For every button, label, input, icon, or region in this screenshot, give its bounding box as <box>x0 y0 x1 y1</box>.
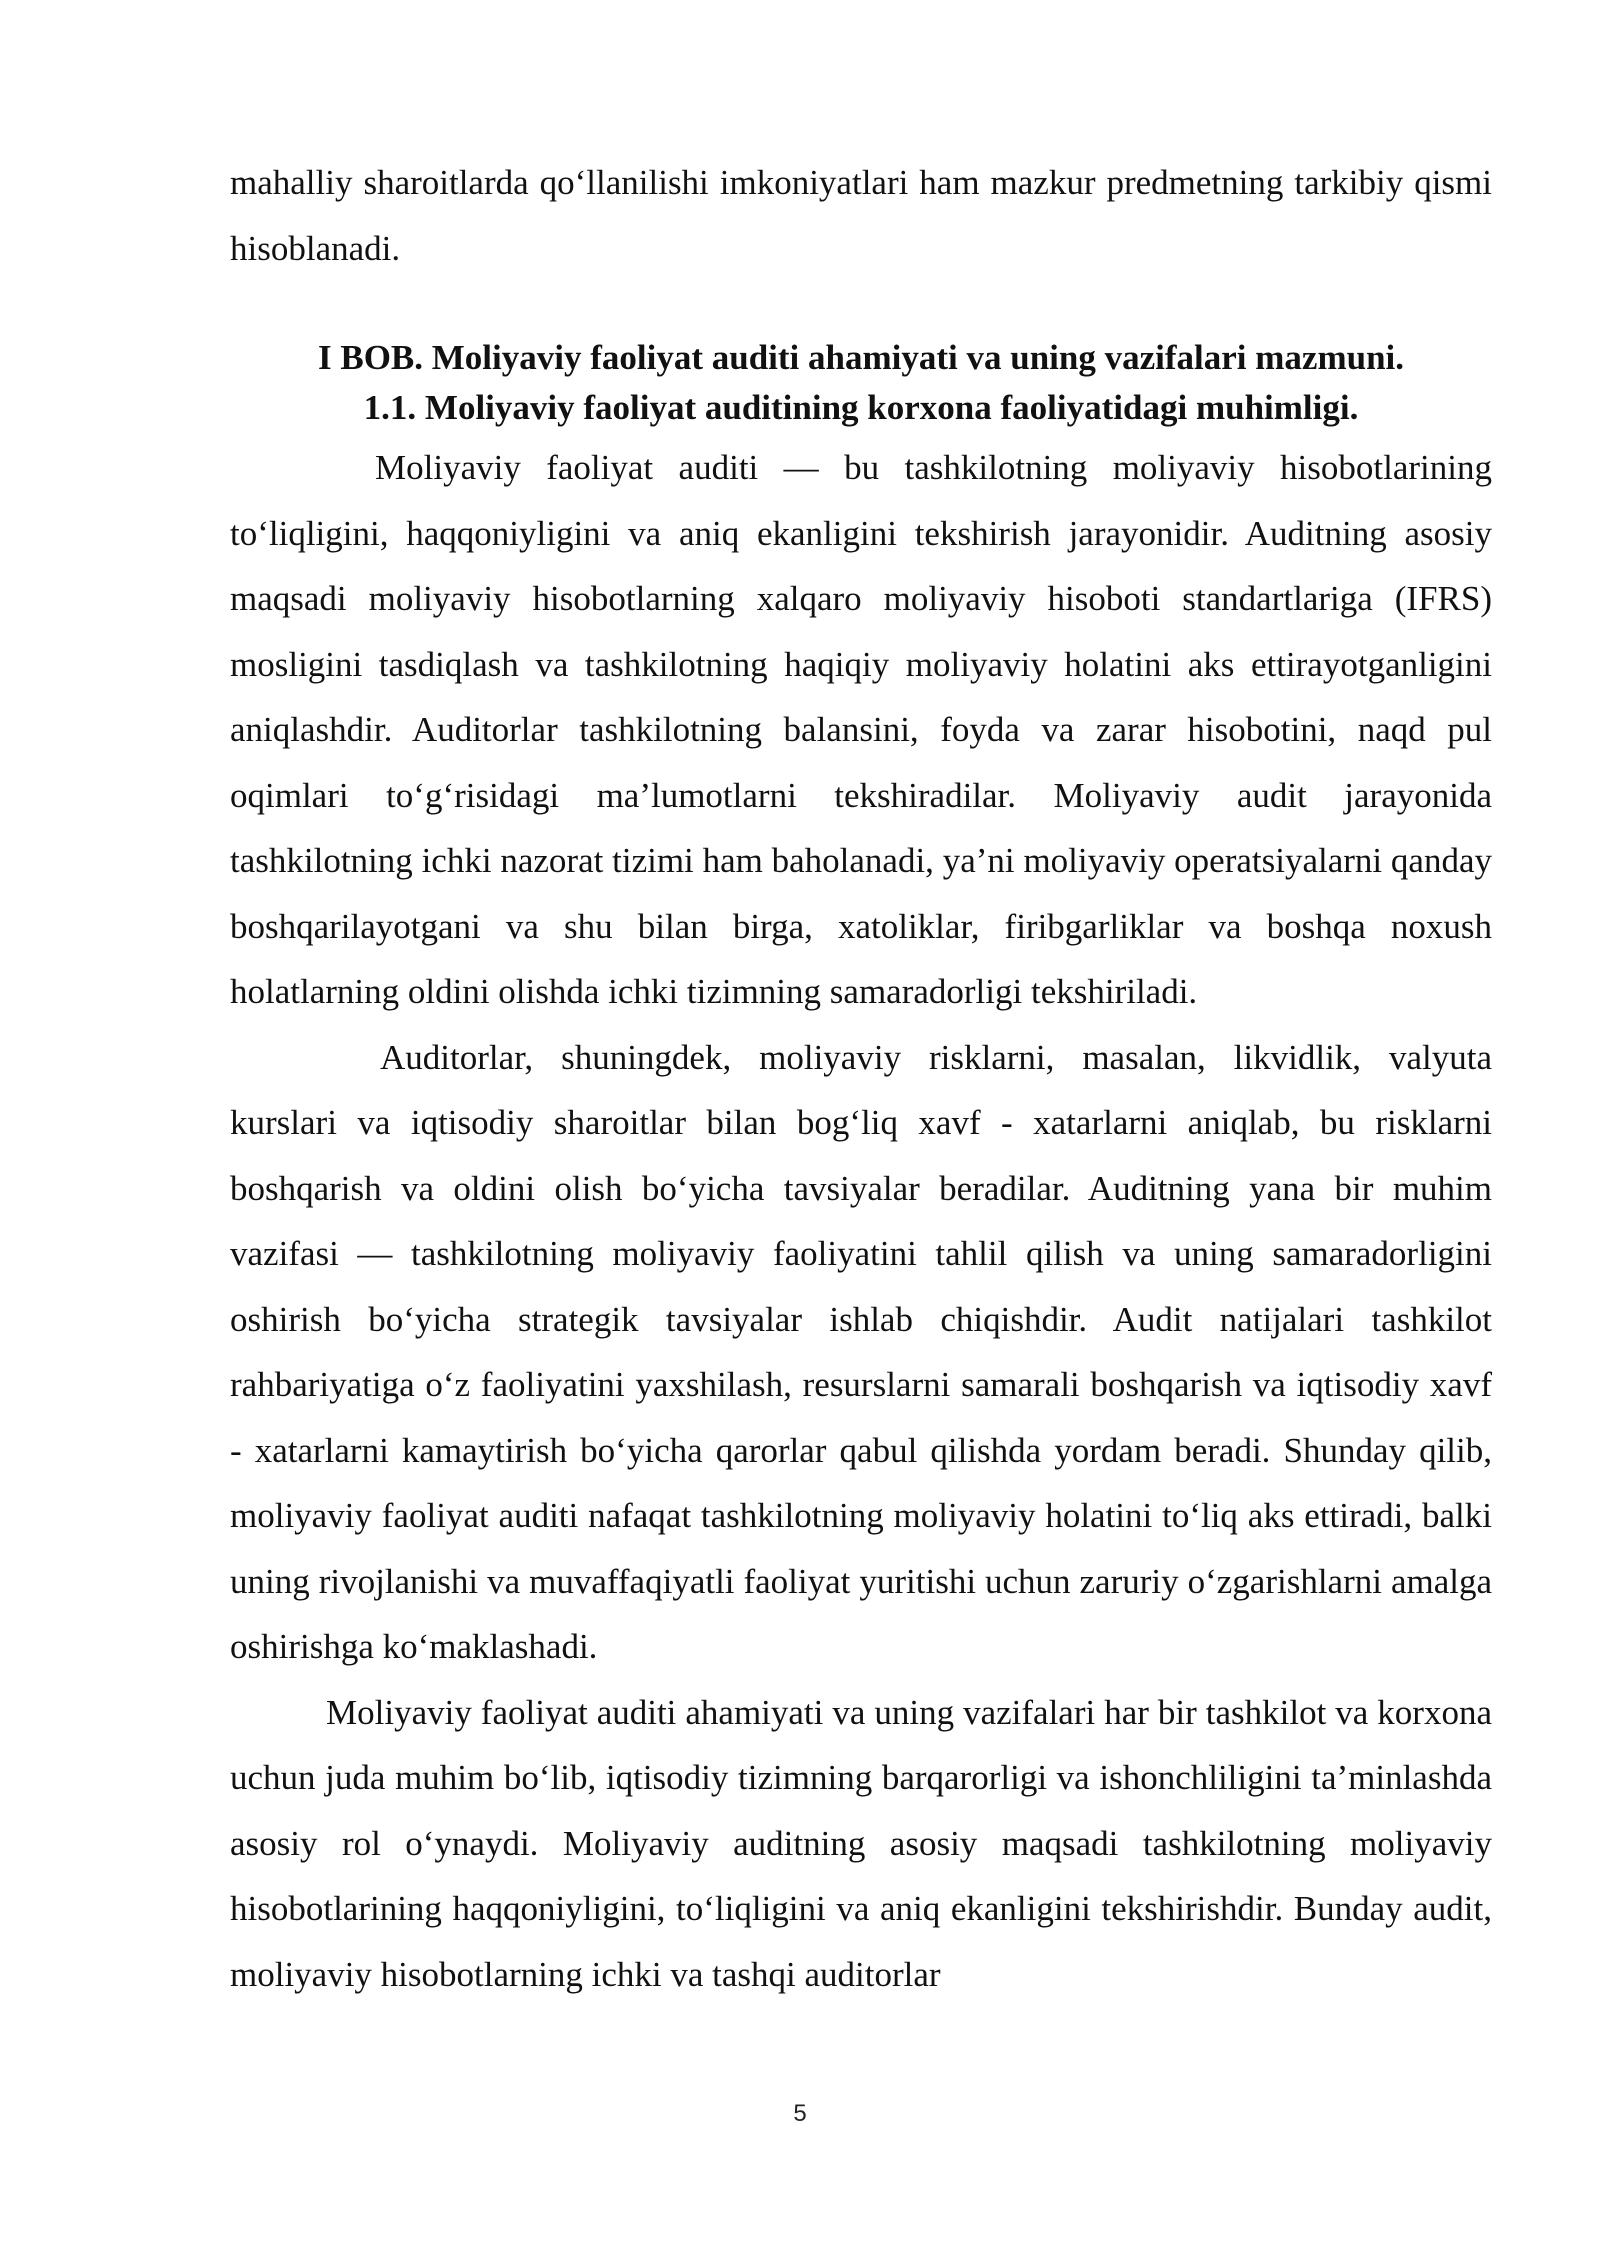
page-number: 5 <box>793 2100 807 2127</box>
body-paragraph-2: Auditorlar, shuningdek, moliyaviy risklarni, masalan, likvidlik, valyuta kurslari va iqtisodiy sharoitlar bilan bog‘liq xavf - xatarlarni aniqlab, bu risklarni boshqarish va oldini olish bo‘yicha tavsiyalar beradilar. Auditning yana bir muhim vazifasi — tashkilotning moliyaviy faoliyatini tahlil qilish va uning samaradorligini oshirish bo‘yicha strategik tavsiyalar ishlab chiqishdir. Audit natijalari tashkilot rahbariyatiga o‘z faoliyatini yaxshilash, resurslarni samarali boshqarish va iqtisodiy xavf - xatarlarni kamaytirish bo‘yicha qarorlar qabul qilishda yordam beradi. Shunday qilib, moliyaviy faoliyat auditi nafaqat tashkilotning moliyaviy holatini to‘liq aks ettiradi, balki uning rivojlanishi va muvaffaqiyatli faoliyat yuritishi uchun zaruriy o‘zgarishlarni amalga oshirishga ko‘maklashadi. <box>230 1037 1492 1666</box>
intro-paragraph: mahalliy sharoitlarda qo‘llanilishi imkoniyatlari ham mazkur predmetning tarkibiy qismi hisoblanadi. <box>230 163 1492 268</box>
chapter-heading: I BOB. Moliyaviy faoliyat auditi ahamiyati va uning vazifalari mazmuni. <box>317 338 1405 377</box>
section-heading: 1.1. Moliyaviy faoliyat auditining korxona faoliyatidagi muhimligi. <box>363 388 1359 427</box>
document-page <box>230 150 1492 2007</box>
body-paragraph-3: Moliyaviy faoliyat auditi ahamiyati va uning vazifalari har bir tashkilot va korxona uchun juda muhim bo‘lib, iqtisodiy tizimning barqarorligi va ishonchliligini ta’minlashda asosiy rol o‘ynaydi. Moliyaviy auditning asosiy maqsadi tashkilotning moliyaviy hisobotlarining haqqoniyligini, to‘liqligini va aniq ekanligini tekshirishdir. Bunday audit, moliyaviy hisobotlarning ichki va tashqi auditorlar <box>230 1692 1492 1994</box>
body-paragraph-1: Moliyaviy faoliyat auditi — bu tashkilotning moliyaviy hisobotlarining toʻliqligini, haqqoniyligini va aniq ekanligini tekshirish jarayonidir. Auditning asosiy maqsadi moliyaviy hisobotlarning xalqaro moliyaviy hisoboti standartlariga (IFRS) mosligini tasdiqlash va tashkilotning haqiqiy moliyaviy holatini aks ettirayotganligini aniqlashdir. Auditorlar tashkilotning balansini, foyda va zarar hisobotini, naqd pul oqimlari toʻgʻrisidagi ma’lumotlarni tekshiradilar. Moliyaviy audit jarayonida tashkilotning ichki nazorat tizimi ham baholanadi, ya’ni moliyaviy operatsiyalarni qanday boshqarilayotgani va shu bilan birga, xatoliklar, firibgarliklar va boshqa noxush holatlarning oldini olishda ichki tizimning samaradorligi tekshiriladi. <box>230 448 1492 1011</box>
